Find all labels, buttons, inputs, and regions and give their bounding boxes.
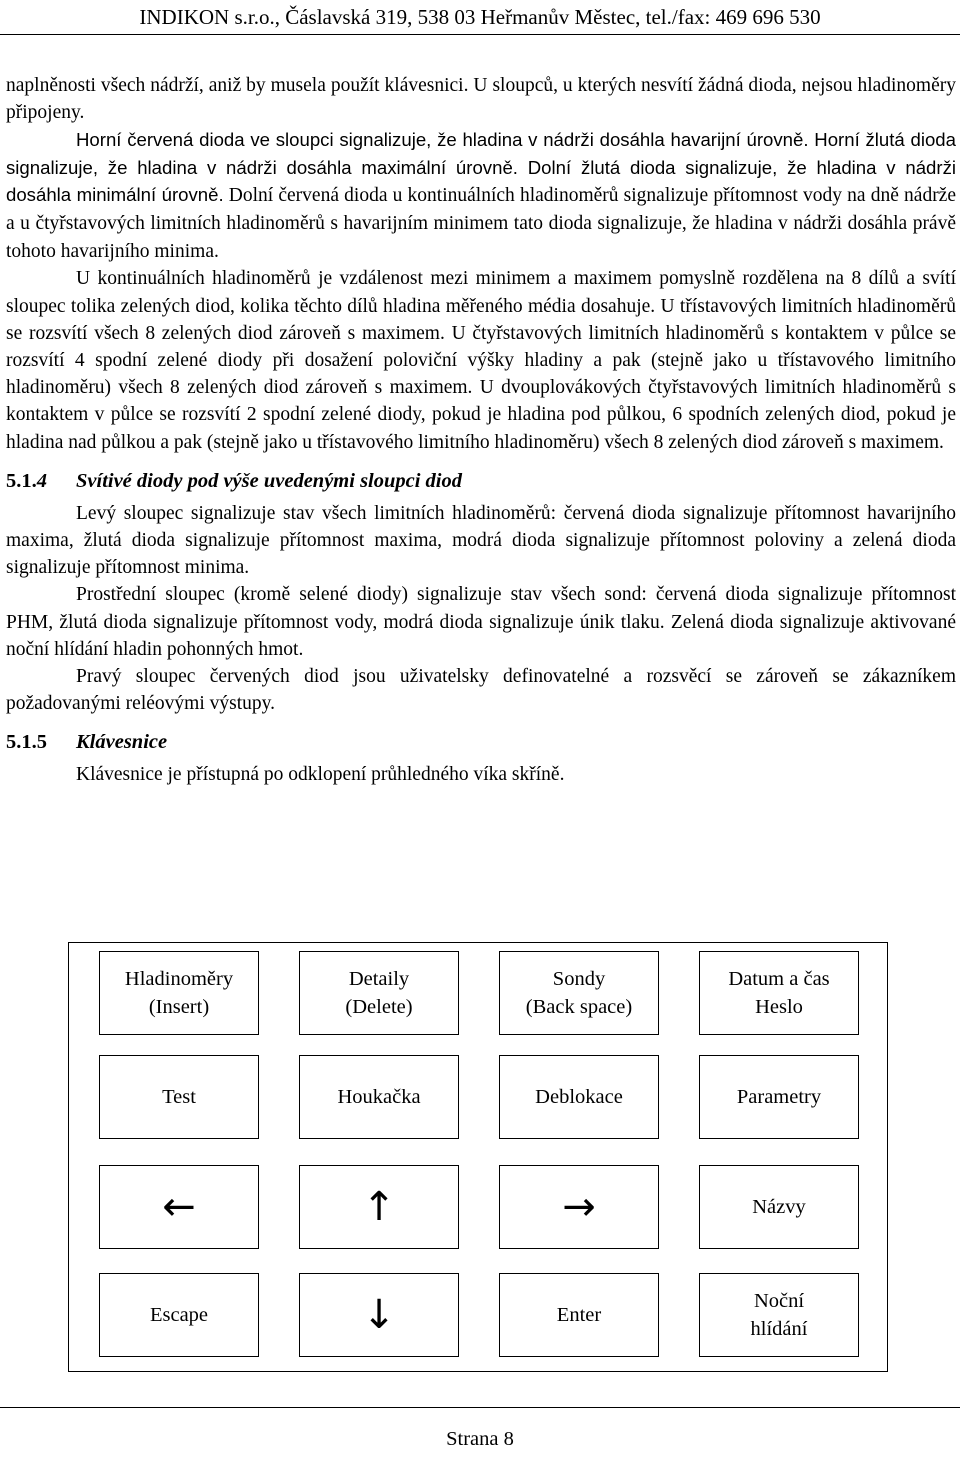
- paragraph-left-column: Levý sloupec signalizuje stav všech limitních hladinoměrů: červená dioda signalizuje přítomnost havarijního maxima, žlutá dioda signalizuje přítomnost maxima, modrá dioda signalizuje přítomnost poloviny a zelená dioda signalizuje přítomnost minima.: [6, 502, 956, 579]
- heading-5-1-5-number: 5.1.5: [6, 731, 47, 754]
- key-sondy-label: Sondy: [552, 968, 606, 990]
- key-nocni-hlidani: [699, 1273, 859, 1357]
- page-header: INDIKON s.r.o., Čáslavská 319, 538 03 Heřmanův Městec, tel./fax: 469 696 530: [0, 0, 960, 35]
- left-arrow-icon: ←: [162, 1184, 196, 1230]
- key-up: [299, 1165, 459, 1249]
- keypad-diagram: [68, 942, 888, 1372]
- heading-5-1-4: [6, 468, 956, 495]
- key-detaily: [299, 951, 459, 1035]
- key-escape: [99, 1273, 259, 1357]
- key-datum-heslo: [699, 951, 859, 1035]
- key-nocni-label: Noční: [753, 1290, 805, 1312]
- key-parametry: [699, 1055, 859, 1139]
- key-test-label: Test: [162, 1086, 196, 1108]
- key-datum-label: Datum a čas: [728, 968, 830, 990]
- heading-5-1-4-number-italic: 4: [36, 469, 47, 492]
- key-houkacka-label: Houkačka: [337, 1086, 421, 1108]
- key-parametry-label: Parametry: [736, 1086, 822, 1108]
- key-sondy: [499, 951, 659, 1035]
- heading-5-1-5-title: Klávesnice: [76, 731, 168, 754]
- paragraph-diodes-top: [6, 126, 956, 265]
- key-right: [499, 1165, 659, 1249]
- heading-5-1-4-number: [6, 468, 76, 495]
- key-sondy-sub: (Back space): [525, 996, 633, 1018]
- key-nazvy-label: Názvy: [752, 1196, 806, 1218]
- key-hladinomery-sub: (Insert): [148, 996, 210, 1018]
- key-detaily-label: Detaily: [348, 968, 410, 990]
- paragraph-keyboard: Klávesnice je přístupná po odklopení průhledného víka skříně.: [76, 764, 565, 786]
- paragraph-diodes-top-text: Horní červená dioda ve sloupci signalizuje, že hladina v nádrži dosáhla havarijní úrovně. Horní žlutá dioda signalizuje, že hladina v nádrži dosáhla maximální úrovně. Dolní žlutá dioda signalizuje, že hladina v nádrži dosáhla minimální úrovně.: [6, 129, 956, 205]
- paragraph-continuation: naplněnosti všech nádrží, aniž by musela použít klávesnici. U sloupců, u kterých nesvítí žádná dioda, nejsou hladinoměry připojeny.: [6, 75, 956, 124]
- key-test: [99, 1055, 259, 1139]
- key-deblokace: [499, 1055, 659, 1139]
- key-houkacka: [299, 1055, 459, 1139]
- document-body: [6, 72, 956, 789]
- key-left: [99, 1165, 259, 1249]
- key-escape-label: Escape: [149, 1304, 209, 1326]
- right-arrow-icon: →: [562, 1184, 596, 1230]
- paragraph-diodes-bottom-text: Dolní červená dioda u kontinuálních hladinoměrů signalizuje přítomnost vody na dně nádrže a u čtyřstavových limitních hladinoměrů s havarijním minimem tato dioda signalizuje, že hladina v nádrži dosáhla právě tohoto havarijního minima.: [6, 184, 956, 263]
- paragraph-right-column: Pravý sloupec červených diod jsou uživatelsky definovatelné a rozsvěcí se zároveň se zákazníkem požadovanými reléovými výstupy.: [6, 666, 956, 715]
- key-hlidani-label: hlídání: [750, 1318, 808, 1340]
- page-footer: Strana 8: [0, 1407, 960, 1451]
- key-hladinomery: [99, 951, 259, 1035]
- up-arrow-icon: ↑: [362, 1184, 396, 1230]
- paragraph-continuous-levels: U kontinuálních hladinoměrů je vzdálenost mezi minimem a maximem pomyslně rozdělena na 8 dílů a svítí sloupec tolika zelených diod, kolika těchto dílů hladina měřeného média dosahuje. U třístavových limitních hladinoměrů se rozsvítí všech 8 zelených diod zároveň s maximem. U čtyřstavových limitních hladinoměrů s kontaktem v půlce se rozsvítí 4 spodní zelené diody při dosažení poloviční výšky hladiny a pak (stejně jako u třístavového limitního hladinoměru) všech 8 zelených diod zároveň s maximem. U dvouplovákových čtyřstavových limitních hladinoměrů s kontaktem v půlce se rozsvítí 2 spodní zelené diody, pokud je hladina pod půlkou, 6 spodních zelených diod, pokud je hladina nad půlkou a pak (stejně jako u třístavového limitního hladinoměru) všech 8 zelených diod zároveň s maximem.: [6, 268, 956, 453]
- key-nazvy: [699, 1165, 859, 1249]
- key-down: [299, 1273, 459, 1357]
- heading-5-1-4-number-bold: 5.1.: [6, 469, 37, 492]
- key-deblokace-label: Deblokace: [535, 1086, 623, 1108]
- heading-5-1-5: [6, 729, 956, 756]
- key-enter: [499, 1273, 659, 1357]
- down-arrow-icon: ↓: [362, 1292, 396, 1338]
- key-detaily-sub: (Delete): [345, 996, 413, 1018]
- heading-5-1-4-title: Svítivé diody pod výše uvedenými sloupci diod: [76, 469, 463, 492]
- key-heslo-label: Heslo: [755, 996, 803, 1018]
- key-hladinomery-label: Hladinoměry: [124, 968, 234, 990]
- paragraph-middle-column: Prostřední sloupec (kromě selené diody) signalizuje stav všech sond: červená dioda signalizuje přítomnost PHM, žlutá dioda signalizuje přítomnost vody, modrá dioda signalizuje únik tlaku. Zelená dioda signalizuje aktivované noční hlídání hladin pohonných hmot.: [6, 584, 956, 660]
- key-enter-label: Enter: [556, 1304, 602, 1326]
